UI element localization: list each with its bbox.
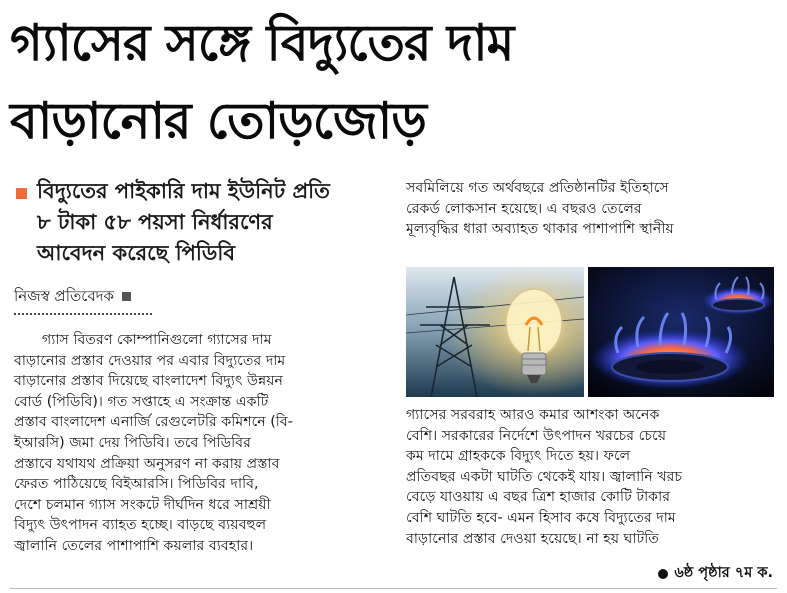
body-line: বিদ্যুৎ উৎপাদন ব্যাহত হচ্ছে। বাড়ছে ব্যয়বহুল	[14, 517, 267, 534]
body-line: বেড়ে যাওয়ায় এ বছর ত্রিশ হাজার কোটি টাকার	[406, 489, 671, 506]
power-tower-bulb-photo	[406, 267, 584, 397]
body-line: কম দামে গ্রাহককে বিদ্যুৎ দিতে হয়। ফলে	[406, 448, 631, 465]
body-line: প্রস্তাবে যথাযথ প্রক্রিয়া অনুসরণ না করায় প্রস্তাব	[14, 455, 280, 472]
headline-line-2: বাড়ানোর তোড়জোড়	[10, 92, 426, 150]
body-line: রেকর্ড লোকসান হয়েছে। এ বছরও তেলের	[406, 200, 642, 217]
body-line: বেশি ঘাটতি হবে- এমন হিসাব কষে বিদ্যুতের দাম	[406, 509, 676, 526]
subhead-line-3: আবেদন করেছে পিডিবি	[37, 241, 236, 265]
body-line: জ্বালানি তেলের পাশাপাশি কয়লার ব্যবহার।	[14, 537, 254, 554]
dotted-divider	[14, 313, 152, 315]
subhead	[14, 176, 386, 269]
gas-burner-flame-photo	[588, 267, 774, 397]
square-bullet-icon	[16, 188, 27, 199]
headline-line-1: গ্যাসের সঙ্গে বিদ্যুতের দাম	[10, 14, 514, 72]
right-column-top	[406, 178, 774, 240]
body-line: বেশি। সরকারের নির্দেশে উৎপাদন খরচের চেয়ে	[406, 427, 667, 444]
body-line: বাড়ানোর প্রস্তাব দেওয়ার পর এবার বিদ্যুতের দাম	[14, 352, 286, 369]
body-line: বাড়ানোর প্রস্তাব দেওয়া হয়েছে। না হয় ঘাটতি	[406, 530, 659, 547]
byline-text: নিজস্ব প্রতিবেদক	[14, 287, 115, 305]
round-bullet-icon	[658, 569, 668, 579]
body-line: বোর্ড (পিডিবি)। গত সপ্তাহে এ সংক্রান্ত একটি	[14, 393, 269, 410]
body-line: গ্যাসের সরবরাহ আরও কমার আশংকা অনেক	[406, 407, 660, 423]
subhead-line-2: ৮ টাকা ৫৮ পয়সা নির্ধারণের	[37, 210, 273, 234]
body-line: ইআরসি) জমা দেয় পিডিবি। তবে পিডিবির	[14, 434, 251, 451]
body-line: দেশে চলমান গ্যাস সংকটে দীর্ঘদিন ধরে সাশ্রয়ী	[14, 496, 271, 513]
bottom-rule	[10, 588, 777, 589]
jump-text: ৬ষ্ঠ পৃষ্ঠার ৭ম ক.	[674, 565, 773, 581]
square-marker-icon	[122, 292, 131, 301]
body-line: মূল্যবৃদ্ধির ধারা অব্যাহত থাকার পাশাপাশি স্থানীয়	[406, 221, 674, 238]
subhead-line-1: বিদ্যুতের পাইকারি দাম ইউনিট প্রতি	[37, 179, 330, 203]
body-line: প্রতিবছর একটা ঘাটতি থেকেই যায়। জ্বালানি খরচ	[406, 468, 683, 485]
right-column-bottom	[406, 405, 774, 549]
body-line: বাড়ানোর প্রস্তাব দিয়েছে বাংলাদেশ বিদ্যুৎ উন্নয়ন	[14, 373, 283, 390]
left-column-body	[14, 330, 386, 557]
byline	[14, 284, 131, 308]
headline	[10, 4, 780, 160]
body-line: ফেরত পাঠিয়েছে বিইআরসি। পিডিবির দাবি,	[14, 476, 259, 493]
body-line: গ্যাস বিতরণ কোম্পানিগুলো গ্যাসের দাম	[42, 332, 272, 348]
body-line: প্রস্তাব বাংলাদেশ এনার্জি রেগুলেটরি কমিশনে (বি-	[14, 414, 293, 431]
body-line: সবমিলিয়ে গত অর্থবছরে প্রতিষ্ঠানটির ইতিহাসে	[406, 180, 669, 196]
continuation-jump	[658, 562, 773, 586]
subhead-text	[37, 176, 330, 269]
